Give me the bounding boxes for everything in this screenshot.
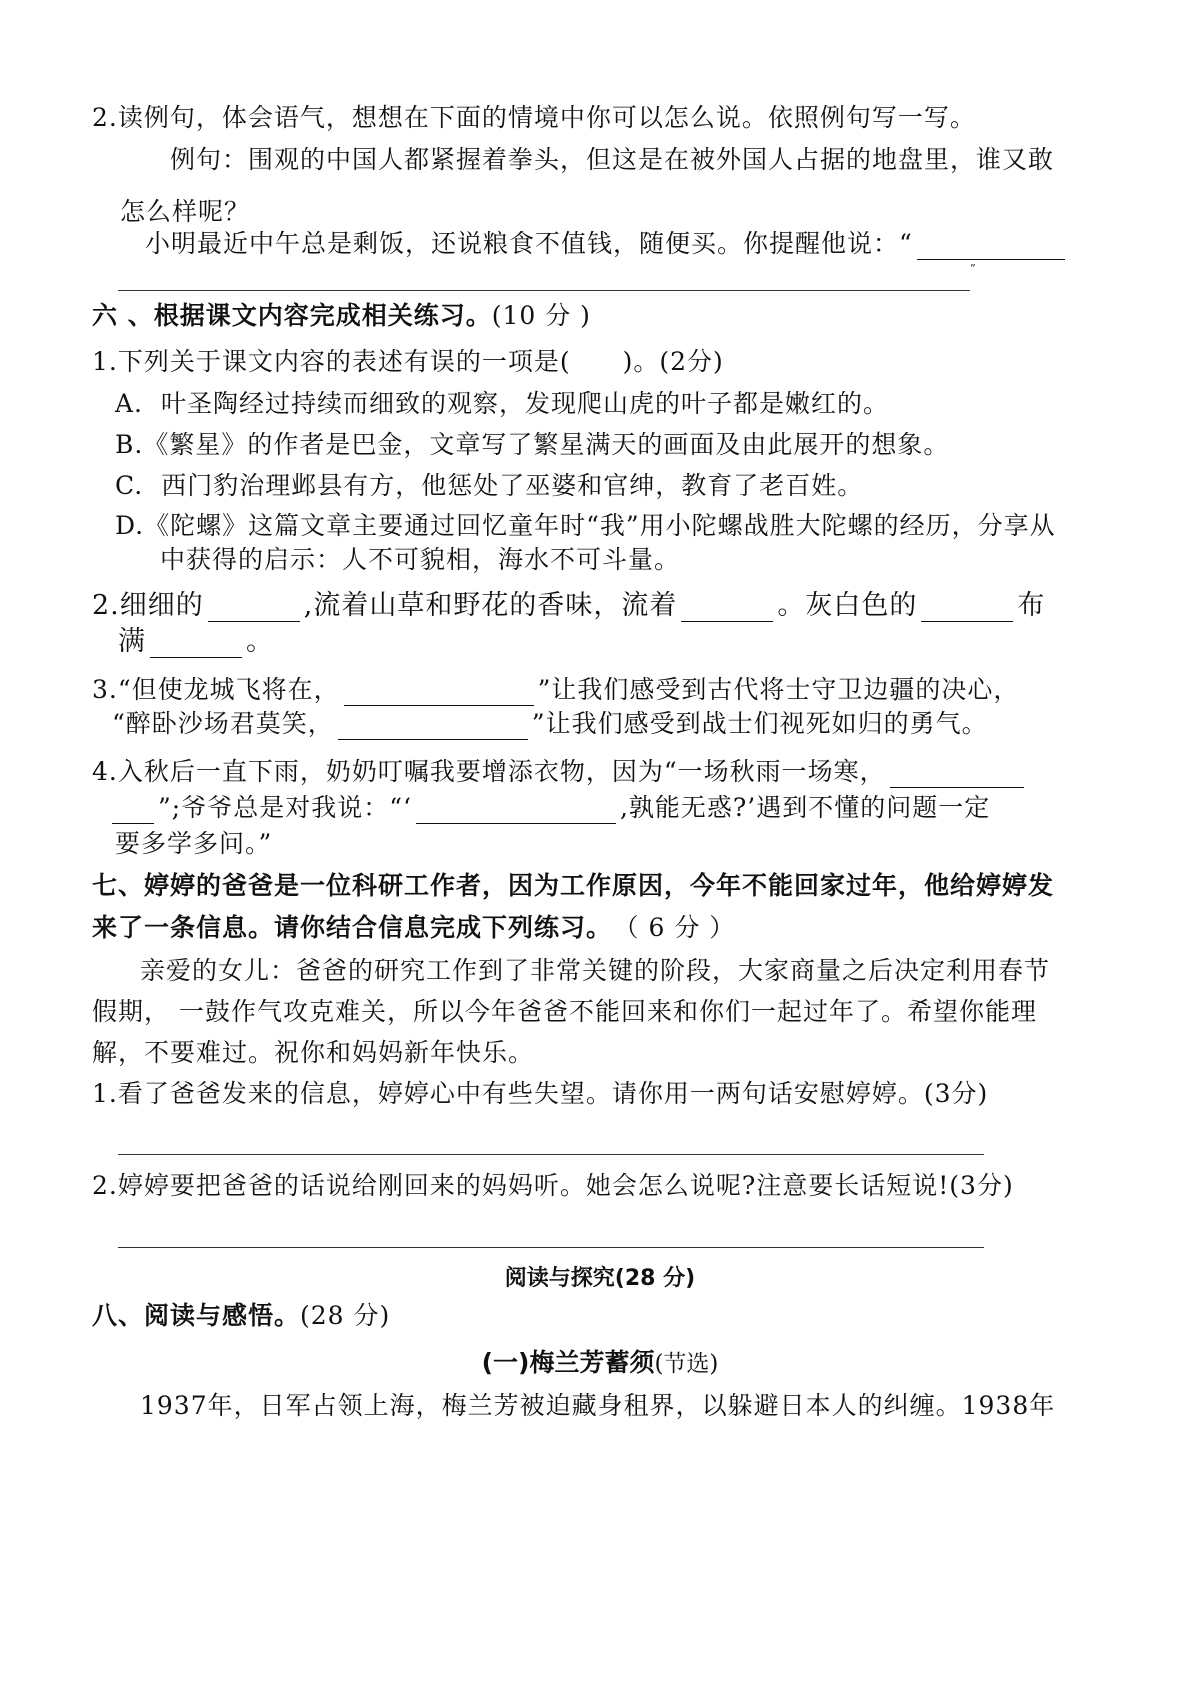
passage-note: (节选) xyxy=(654,1351,719,1377)
option-text: 叶圣陶经过持续而细致的观察，发现爬山虎的叶子都是嫩红的。 xyxy=(161,389,890,418)
q2-text-d: 布 xyxy=(1017,590,1046,621)
q4-text-b: ”;爷爷总是对我说：“‘ xyxy=(158,793,412,822)
s5-example-line1: 例句：围观的中国人都紧握着拳头，但这是在被外国人占据的地盘里，谁又敢 xyxy=(170,145,1055,174)
answer-blank[interactable] xyxy=(917,233,1065,260)
s6-title-text: 六 、根据课文内容完成相关练习。 xyxy=(92,301,492,330)
s6-option-d-line2: 中获得的启示：人不可貌相，海水不可斗量。 xyxy=(160,545,681,574)
answer-blank[interactable] xyxy=(208,595,300,622)
option-text: 《繁星》的作者是巴金，文章写了繁星满天的画面及由此展开的想象。 xyxy=(143,430,950,459)
passage-title-text: (一)梅兰芳蓄须 xyxy=(481,1348,655,1377)
s6-q3-line2 xyxy=(112,708,988,740)
s5-scenario xyxy=(145,228,1069,260)
answer-blank[interactable] xyxy=(416,797,616,824)
s6-title xyxy=(92,300,591,332)
q3-text-c: “醉卧沙场君莫笑， xyxy=(112,709,334,738)
answer-blank[interactable] xyxy=(112,797,154,824)
q4-text-c: ,孰能无惑?’遇到不懂的问题一定 xyxy=(619,793,991,822)
s8-score: (28 分) xyxy=(300,1301,391,1330)
s7-message-line1: 亲爱的女儿：爸爸的研究工作到了非常关键的阶段，大家商量之后决定利用春节 xyxy=(140,956,1051,985)
s7-q1: 1.看了爸爸发来的信息，婷婷心中有些失望。请你用一两句话安慰婷婷。(3分) xyxy=(92,1079,989,1108)
option-label: B. xyxy=(115,430,144,459)
s7-message-line2: 假期， 一鼓作气攻克难关，所以今年爸爸不能回来和你们一起过年了。希望你能理 xyxy=(92,997,1037,1026)
q3-text-d: ”让我们感受到战士们视死如归的勇气。 xyxy=(531,709,988,738)
s6-option-c xyxy=(115,470,863,502)
option-text: 西门豹治理邺县有方，他惩处了巫婆和官绅，教育了老百姓。 xyxy=(161,471,864,500)
q2-text-a: 2.细细的 xyxy=(92,590,204,621)
s7-score: （ 6 分 ） xyxy=(626,913,736,942)
answer-blank[interactable] xyxy=(338,713,528,740)
s7-q2: 2.婷婷要把爸爸的话说给刚回来的妈妈听。她会怎么说呢?注意要长话短说!(3分) xyxy=(92,1171,1014,1200)
s5-close-quote: ” xyxy=(970,262,977,275)
q2-text-e: 满 xyxy=(118,626,146,657)
s7-title-line2 xyxy=(92,912,735,944)
s6-score: (10 分 ) xyxy=(491,301,591,330)
answer-line[interactable] xyxy=(118,1154,984,1155)
answer-blank[interactable] xyxy=(681,595,773,622)
option-text: 《陀螺》这篇文章主要通过回忆童年时“我”用小陀螺战胜大陀螺的经历，分享从 xyxy=(144,511,1056,540)
q2-text-f: 。 xyxy=(246,626,274,657)
s6-option-d xyxy=(115,510,1056,542)
answer-blank[interactable] xyxy=(344,679,534,706)
reading-header: 阅读与探究(28 分) xyxy=(504,1266,696,1291)
q2-text-b: ,流着山草和野花的香味，流着 xyxy=(303,590,678,621)
answer-blank[interactable] xyxy=(150,631,242,658)
s6-q2-line2 xyxy=(118,626,274,658)
s7-title-line1: 七、婷婷的爸爸是一位科研工作者，因为工作原因，今年不能回家过年，他给婷婷发 xyxy=(92,871,1055,900)
passage-line1: 1937年，日军占领上海，梅兰芳被迫藏身租界，以躲避日本人的纠缠。1938年 xyxy=(140,1391,1056,1420)
s6-q4-line1 xyxy=(92,756,1028,788)
s7-title-line2-text: 来了一条信息。请你结合信息完成下列练习。 xyxy=(92,913,613,942)
s6-q4-line2 xyxy=(112,792,990,824)
q4-text-a: 4.入秋后一直下雨，奶奶叮嘱我要增添衣物，因为“一场秋雨一场寒， xyxy=(92,757,886,786)
passage-title xyxy=(0,1346,1200,1381)
answer-blank[interactable] xyxy=(890,761,1024,788)
s5-q2-title: 2.读例句，体会语气，想想在下面的情境中你可以怎么说。依照例句写一写。 xyxy=(92,103,976,132)
s8-title xyxy=(92,1300,390,1332)
option-label: C. xyxy=(115,471,144,500)
s5-scenario-text: 小明最近中午总是剩饭，还说粮食不值钱，随便买。你提醒他说：“ xyxy=(145,229,913,258)
answer-line[interactable] xyxy=(118,1247,984,1248)
q3-text-b: ”让我们感受到古代将士守卫边疆的决心， xyxy=(537,675,1020,704)
s5-example-line2: 怎么样呢？ xyxy=(120,197,251,226)
q3-text-a: 3.“但使龙城飞将在， xyxy=(92,675,340,704)
answer-line[interactable] xyxy=(118,290,970,291)
s6-q4-line3: 要多学多问。” xyxy=(115,829,273,858)
s7-message-line3: 解，不要难过。祝你和妈妈新年快乐。 xyxy=(92,1038,535,1067)
s8-title-text: 八、阅读与感悟。 xyxy=(92,1301,301,1330)
s6-q3-line1 xyxy=(92,674,1019,706)
s6-option-a xyxy=(115,388,889,420)
s6-q1: 1.下列关于课文内容的表述有误的一项是( )。(2分) xyxy=(92,347,724,376)
q2-text-c: 。灰白色的 xyxy=(777,590,918,621)
answer-blank[interactable] xyxy=(921,595,1013,622)
option-label: D. xyxy=(115,511,145,540)
s6-option-b xyxy=(115,429,949,461)
option-label: A. xyxy=(115,389,144,418)
s6-q2-line1 xyxy=(92,590,1045,622)
